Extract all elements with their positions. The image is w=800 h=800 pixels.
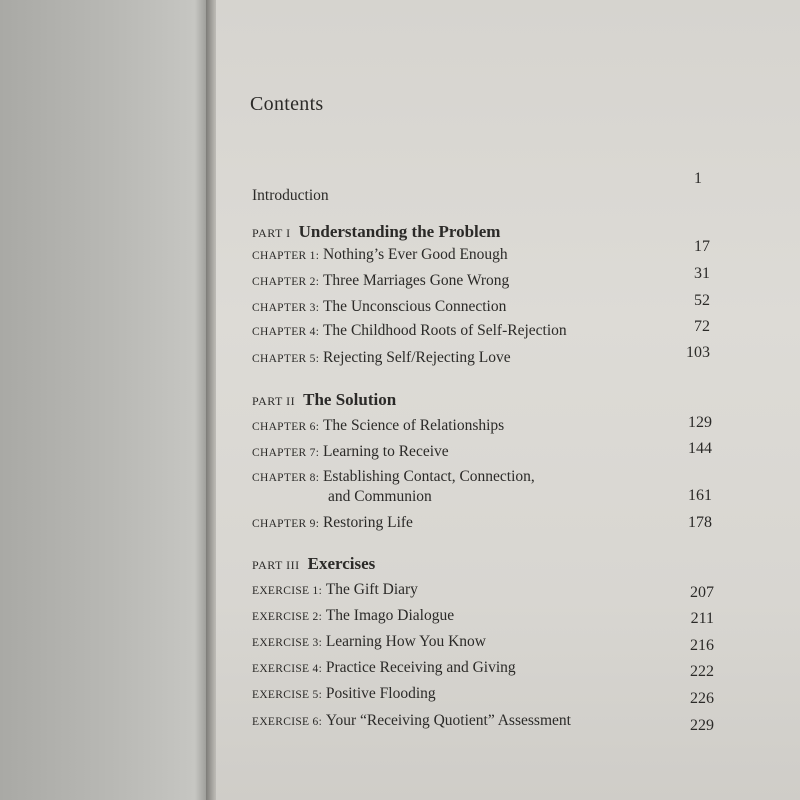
- toc-entry-title: The Childhood Roots of Self-Rejection: [322, 322, 567, 339]
- toc-entry-title: Your “Receiving Quotient” Assessment: [325, 712, 571, 729]
- toc-entry-page: 17: [694, 238, 710, 255]
- toc-entry-page: 229: [690, 717, 714, 734]
- toc-entry: [252, 322, 567, 340]
- toc-entry: [252, 659, 516, 677]
- toc-entry-title: Restoring Life: [322, 514, 413, 531]
- left-page: [0, 0, 212, 800]
- toc-entry: [252, 607, 454, 625]
- toc-entry-title: Rejecting Self/Rejecting Love: [322, 349, 511, 366]
- chapter-label: CHAPTER 3:: [252, 302, 320, 314]
- toc-entry-page: 207: [690, 584, 714, 601]
- part-title: The Solution: [303, 390, 397, 409]
- chapter-label: CHAPTER 1:: [252, 250, 320, 262]
- toc-entry-title: The Unconscious Connection: [322, 298, 507, 315]
- toc-entry-introduction: [252, 187, 329, 205]
- chapter-label: CHAPTER 2:: [252, 276, 320, 288]
- toc-entry: [252, 417, 504, 435]
- toc-entry: [252, 443, 449, 461]
- part-number: PART III: [252, 558, 300, 572]
- toc-entry-page: 31: [694, 265, 710, 282]
- part-number: PART I: [252, 226, 291, 240]
- page-title: Contents: [250, 93, 324, 115]
- toc-entry: [252, 468, 535, 486]
- toc-entry-page: 1: [694, 170, 702, 187]
- toc-entry-page: 178: [688, 514, 712, 531]
- toc-entry-page: 161: [688, 487, 712, 504]
- toc-entry-page: 129: [688, 414, 712, 431]
- toc-entry-title: Learning to Receive: [322, 443, 449, 460]
- toc-entry-page: 222: [690, 663, 714, 680]
- toc-entry-title: The Gift Diary: [325, 581, 418, 598]
- toc-entry-title: The Science of Relationships: [322, 417, 505, 434]
- chapter-label: CHAPTER 7:: [252, 447, 320, 459]
- part-number: PART II: [252, 394, 296, 408]
- chapter-label: CHAPTER 9:: [252, 518, 320, 530]
- exercise-label: EXERCISE 4:: [252, 663, 323, 675]
- toc-entry-title: Three Marriages Gone Wrong: [322, 272, 510, 289]
- toc-entry-title: Learning How You Know: [325, 633, 486, 650]
- chapter-label: CHAPTER 4:: [252, 326, 320, 338]
- toc-entry: [252, 298, 506, 316]
- toc-entry: [252, 581, 418, 599]
- toc-entry-title: Practice Receiving and Giving: [325, 659, 516, 676]
- toc-entry: [252, 514, 413, 532]
- toc-entry-page: 52: [694, 292, 710, 309]
- exercise-label: EXERCISE 2:: [252, 611, 323, 623]
- toc-entry: [252, 712, 571, 730]
- toc-entry-page: 72: [694, 318, 710, 335]
- exercise-label: EXERCISE 1:: [252, 585, 323, 597]
- toc-entry-title: The Imago Dialogue: [325, 607, 455, 624]
- chapter-label: CHAPTER 8:: [252, 472, 320, 484]
- toc-entry-title: Positive Flooding: [325, 685, 436, 702]
- part-heading: [252, 222, 500, 242]
- exercise-label: EXERCISE 3:: [252, 637, 323, 649]
- toc-entry: [252, 272, 509, 290]
- toc-entry: [252, 685, 436, 703]
- toc-entry-page: 226: [690, 690, 714, 707]
- chapter-label: CHAPTER 5:: [252, 353, 320, 365]
- toc-entry: [252, 349, 511, 367]
- exercise-label: EXERCISE 6:: [252, 716, 323, 728]
- toc-entry-title: Nothing’s Ever Good Enough: [322, 246, 508, 263]
- toc-entry: [252, 246, 508, 264]
- toc-entry-title: Introduction: [252, 187, 329, 204]
- toc-entry: [252, 633, 486, 651]
- part-heading: [252, 390, 396, 410]
- chapter-label: CHAPTER 6:: [252, 421, 320, 433]
- part-title: Understanding the Problem: [298, 222, 501, 241]
- toc-entry-title: Establishing Contact, Connection,: [322, 468, 535, 485]
- right-page: [216, 0, 800, 800]
- toc-entry-title-continued: and Communion: [328, 488, 432, 505]
- toc-entry-page: 144: [688, 440, 712, 457]
- part-heading: [252, 554, 375, 574]
- table-of-contents: [216, 0, 800, 800]
- toc-entry-page: 103: [686, 344, 710, 361]
- toc-entry-page: 216: [690, 637, 714, 654]
- exercise-label: EXERCISE 5:: [252, 689, 323, 701]
- part-title: Exercises: [307, 554, 376, 573]
- toc-entry-page: 211: [690, 610, 714, 627]
